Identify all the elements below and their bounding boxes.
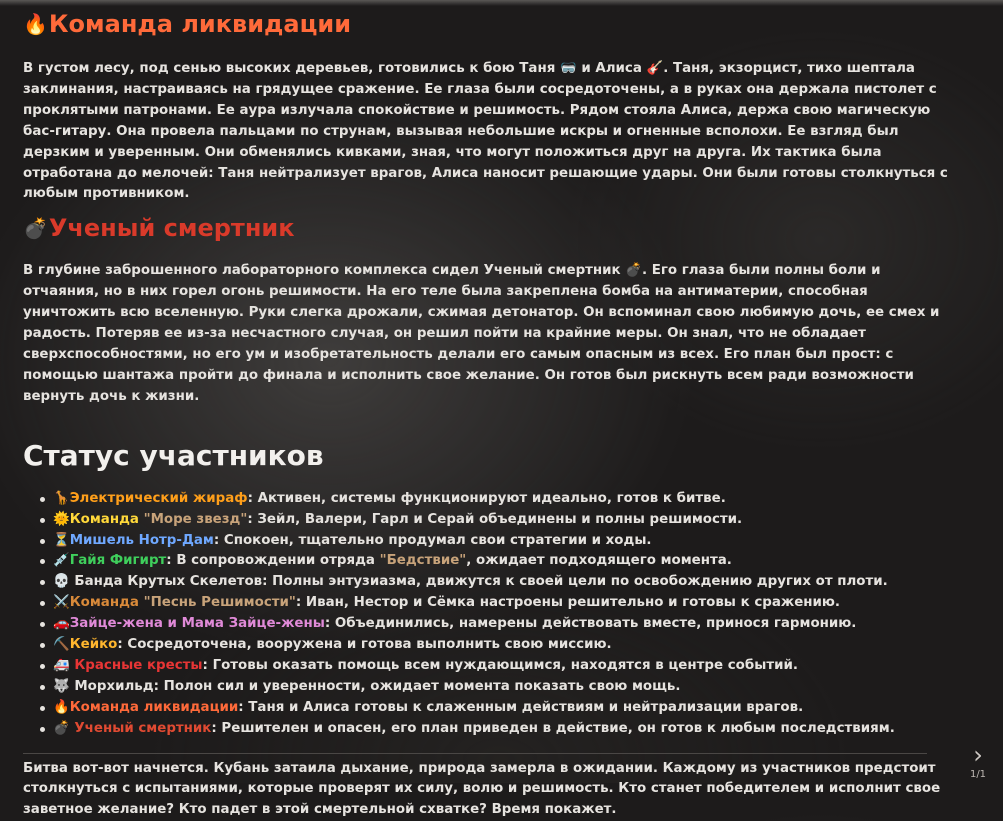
participant-status: : Иван, Нестор и Сёмка настроены решительно и готовы к сражению. <box>295 595 841 611</box>
team-name-quote: "Море звезд" <box>143 511 248 527</box>
syringe-icon: 💉 <box>53 553 70 569</box>
team-name-quote: "Песнь Решимости" <box>143 595 296 611</box>
participant-status: : Объединились, намерены действовать вместе, принося гармонию. <box>324 616 857 632</box>
participant-name: Команда <box>69 595 139 611</box>
ambulance-icon: 🚑 <box>53 657 70 673</box>
story-text: В глубине заброшенного лабораторного комплекса сидел Ученый смертник <box>23 263 626 279</box>
list-item <box>53 698 953 719</box>
participant-name: Электрический жираф <box>69 490 248 506</box>
skull-icon: 💀 <box>53 574 70 590</box>
list-item <box>53 531 953 552</box>
participant-name: Морхильд <box>74 678 154 694</box>
participant-status: : Активен, системы функционируют идеально, готов к битве. <box>247 490 726 506</box>
story-text: . Таня, экзорцист, тихо шептала заклинания, настраиваясь на грядущее сражение. Ее глаза были сосредоточены, а в руках она держала пистолет с проклятыми патронами. Ее аура излучала спокойствие и решимость. Рядом стояла Алиса, держа свою магическую бас-гитару. Она провела пальцами по струнам, вызывая небольшие искры и огненные всполохи. Ее взгляд был дерзким и уверенным. Они обменялись кивками, зная, что могут положиться друг на друга. Их тактика была отработана до мелочей: Таня нейтрализует врагов, Алиса наносит решающие удары. Они были готовы столкнуться с любым противником. <box>23 61 948 202</box>
participant-name: Зайце-жена и Мама Зайце-жены <box>69 616 325 632</box>
status-heading: Статус участников <box>23 438 324 472</box>
participant-status: : Полон сил и уверенности, ожидает момента показать свою мощь. <box>153 678 681 694</box>
giraffe-icon: 🦒 <box>53 490 70 506</box>
participant-name: Гайя Фигирт <box>69 553 167 569</box>
pager <box>963 743 993 780</box>
participant-name: Банда Крутых Скелетов <box>74 574 263 590</box>
participant-name: Команда ликвидации <box>69 699 239 715</box>
page-counter: 1/1 <box>969 769 987 780</box>
fire-icon: 🔥 <box>23 12 48 36</box>
list-item <box>53 510 953 531</box>
bomb-icon: 💣 <box>23 216 48 241</box>
fire-icon: 🔥 <box>53 699 70 715</box>
status-list <box>23 489 953 740</box>
list-item <box>53 489 953 510</box>
list-item <box>53 635 953 656</box>
pick-icon: ⛏️ <box>53 637 70 653</box>
story-text: В густом лесу, под сенью высоких деревьев, готовились к бою Таня <box>23 61 560 76</box>
team-name-quote: "Бедствие" <box>379 553 467 569</box>
divider <box>23 753 927 754</box>
participant-name: Команда <box>69 511 139 527</box>
story-smertnik <box>23 261 953 407</box>
crossed-swords-icon: ⚔️ <box>53 595 70 611</box>
section-title-text: Ученый смертник <box>48 214 295 243</box>
participant-status: : Зейл, Валери, Гарл и Серай объединены и полны решимости. <box>247 511 743 527</box>
participant-name: Красные кресты <box>74 657 203 673</box>
sun-icon: 🌞 <box>53 511 70 527</box>
list-item <box>53 593 953 614</box>
participant-status: : Сосредоточена, вооружена и готова выполнить свою миссию. <box>117 637 612 653</box>
participant-name: Ученый смертник <box>74 720 212 736</box>
car-icon: 🚗 <box>53 616 70 632</box>
list-item <box>53 572 953 593</box>
section-title-text: Команда ликвидации <box>48 10 352 38</box>
story-text: и Алиса <box>576 61 647 76</box>
bomb-icon: 💣 <box>53 720 70 736</box>
guitar-icon: 🎸 <box>646 61 664 76</box>
participant-status: : В сопровождении отряда <box>166 553 380 569</box>
closing-text: Битва вот-вот начнется. Кубань затаила дыхание, природа замерла в ожидании. Каждому из участников предстоит столкнуться с испытаниями, которые проверят их силу, волю и решимость. Кто станет победителем и исполнит свое заветное желание? Кто падет в этой смертельной схватке? Время покажет. <box>23 760 941 818</box>
story-text: . Его глаза были полны боли и отчаяния, но в них горел огонь решимости. На его теле была закреплена бомба на антиматерии, способная уничтожить всю вселенную. Руки слегка дрожали, сжимая детонатор. Он вспоминал свою любимую дочь, ее смех и радость. Потеряв ее из-за несчастного случая, он решил пойти на крайние меры. Он знал, что не обладает сверхспособностями, но его ум и изобретательность делали его самым опасным из всех. Его план был прост: с помощью шантажа пройти до финала и исполнить свое желание. Он готов был рискнуть всем ради возможности вернуть дочь к жизни. <box>23 263 940 404</box>
participant-status: : Решителен и опасен, его план приведен в действие, он готов к любым последствиям. <box>211 720 895 736</box>
message-content <box>23 0 953 821</box>
wolf-icon: 🐺 <box>53 678 70 694</box>
chevron-right-icon[interactable]: › <box>973 741 983 769</box>
list-item <box>53 719 953 740</box>
hourglass-icon: ⏳ <box>53 532 70 548</box>
participant-status: : Таня и Алиса готовы к слаженным действиям и нейтрализации врагов. <box>238 699 804 715</box>
participant-status: , ожидает подходящего момента. <box>466 553 732 569</box>
section-title-smertnik <box>23 207 953 249</box>
participant-status: : Спокоен, тщательно продумал свои стратегии и ходы. <box>213 532 652 548</box>
list-item <box>53 677 953 698</box>
list-item <box>53 656 953 677</box>
list-item <box>53 551 953 572</box>
participant-status: : Готовы оказать помощь всем нуждающимся, находятся в центре событий. <box>202 657 798 673</box>
participant-name: Кейко <box>69 637 118 653</box>
participant-name: Мишель Нотр-Дам <box>69 532 214 548</box>
bomb-icon: 💣 <box>625 263 642 279</box>
goggles-icon: 🥽 <box>559 61 577 76</box>
section-title-likvidacii <box>23 3 953 45</box>
participant-status: : Полны энтузиазма, движутся к своей цели по освобождению других от плоти. <box>262 574 888 590</box>
list-item <box>53 614 953 635</box>
story-likvidacii <box>23 59 953 205</box>
